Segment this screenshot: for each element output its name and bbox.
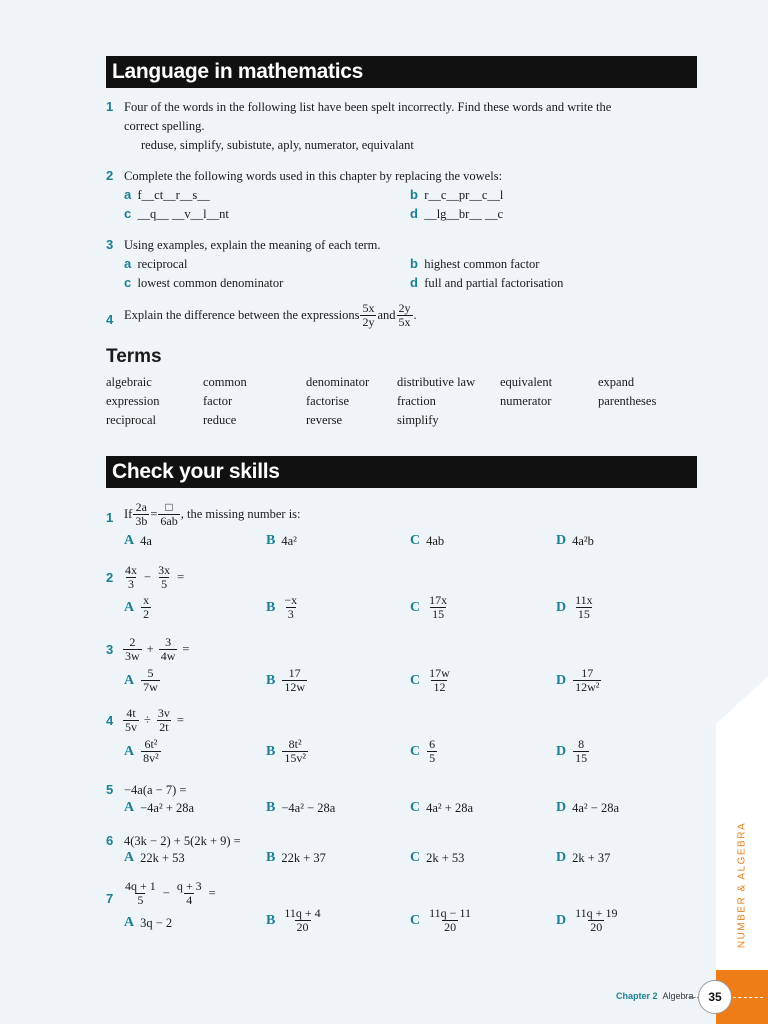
option-fraction [141, 594, 151, 621]
footer-chapter-number: Chapter 2 [616, 991, 658, 1001]
option-value: 4a [140, 533, 152, 548]
option-value: −4a² + 28a [140, 800, 195, 815]
side-tab-corner [716, 676, 768, 724]
option-numerator: 6 [429, 737, 436, 751]
q4-text: Explain the difference between the expressions [124, 308, 360, 322]
option-denominator: 7w [143, 680, 158, 694]
option-numerator: 11q + 4 [284, 906, 321, 920]
option-letter-a: A [124, 800, 135, 815]
q2-b-text: r__c__pr__c__l [424, 188, 504, 202]
option-denominator: 20 [296, 920, 309, 934]
option-letter-c: C [410, 800, 421, 815]
q2-part-a: a f__ct__r__s__ [124, 187, 210, 202]
s1-number: 1 [106, 510, 114, 525]
term-word: simplify [397, 413, 439, 427]
option-value: 4a² [281, 533, 297, 548]
option-letter-d: D [556, 912, 567, 928]
answer-option [410, 533, 444, 549]
option-fraction [282, 667, 307, 694]
s7-bn: q + 3 [176, 879, 202, 893]
option-fraction [141, 738, 161, 765]
option-letter-b: B [266, 800, 276, 815]
footer-chapter [616, 991, 694, 1001]
q3-part-b: b highest common factor [410, 256, 540, 271]
answer-option [124, 533, 152, 549]
s3-frac-b [159, 636, 178, 663]
term-word: numerator [500, 394, 552, 408]
q3-part-d: d full and partial factorisation [410, 275, 564, 290]
s4-ad: 5v [125, 720, 137, 734]
answer-option [410, 907, 474, 934]
option-denominator: 12w [284, 680, 306, 694]
term-word: factorise [306, 394, 350, 408]
s7-frac-a [123, 880, 158, 907]
option-numerator: 17 [288, 666, 301, 680]
answer-option [556, 850, 610, 866]
answer-option [266, 533, 297, 549]
answer-option [556, 594, 596, 621]
q3-c-text: lowest common denominator [137, 276, 284, 290]
s3-ad: 3w [125, 649, 140, 663]
q4-and: and [377, 308, 396, 322]
option-letter-a: A [124, 599, 135, 615]
q1-text-cont: correct spelling. [124, 119, 205, 133]
option-numerator: 6t² [144, 737, 158, 751]
option-fraction [427, 667, 452, 694]
q4-end: . [413, 308, 417, 322]
option-denominator: 3 [287, 607, 294, 621]
answer-option [124, 800, 194, 816]
answer-option [266, 667, 308, 694]
option-denominator: 12 [433, 680, 446, 694]
term-word: distributive law [397, 375, 476, 389]
s2-expression [122, 564, 184, 591]
s6-number: 6 [106, 833, 114, 848]
answer-option [124, 850, 185, 866]
option-denominator: 15 [432, 607, 445, 621]
s2-ad: 3 [128, 577, 134, 591]
s1-tail: , the missing number is: [180, 507, 301, 521]
option-denominator: 20 [444, 920, 457, 934]
answer-option [410, 667, 453, 694]
s7-ad: 5 [137, 893, 144, 907]
term-word: denominator [306, 375, 370, 389]
s7-frac-b [175, 880, 204, 907]
option-letter-c: C [410, 599, 421, 615]
s7-eq: = [208, 886, 216, 900]
s1-box: □ [165, 500, 173, 514]
s2-op: − [144, 570, 152, 584]
s1-eq: = [150, 507, 158, 521]
s1-rd: 6ab [160, 514, 178, 528]
option-value: 2k + 37 [572, 850, 611, 865]
option-denominator: 15v² [284, 751, 306, 765]
s2-eq: = [177, 570, 185, 584]
answer-option [410, 738, 438, 765]
answer-option [556, 667, 602, 694]
option-denominator: 12w² [575, 680, 600, 694]
footer-topic: Algebra [662, 991, 694, 1001]
terms-heading: Terms [106, 346, 162, 367]
option-numerator: 8 [578, 737, 585, 751]
term-word: reciprocal [106, 413, 156, 427]
option-fraction [573, 667, 601, 694]
s4-expression [122, 707, 184, 734]
q2-text: Complete the following words used in this chapter by replacing the vowels: [124, 169, 503, 183]
option-numerator: 5 [147, 666, 154, 680]
footer-dash-right [733, 997, 763, 998]
page-number: 35 [698, 980, 732, 1014]
strand-label: NUMBER & ALGEBRA [736, 821, 748, 949]
option-fraction [141, 667, 160, 694]
answer-option [556, 907, 620, 934]
s7-an: 4q + 1 [125, 879, 156, 893]
answer-option [410, 850, 464, 866]
q4-f2-den: 5x [398, 315, 411, 329]
q3-d-text: full and partial factorisation [424, 276, 564, 290]
option-letter-d: D [556, 599, 567, 615]
option-numerator: 11q + 19 [575, 906, 618, 920]
option-value: 22k + 53 [140, 850, 185, 865]
s1-left-fraction [133, 501, 149, 528]
option-value: 22k + 37 [281, 850, 326, 865]
option-numerator: 11x [575, 593, 593, 607]
option-letter-c: C [410, 912, 421, 928]
q1-number: 1 [106, 99, 114, 114]
language-heading: Language in mathematics [106, 56, 697, 88]
answer-option [410, 594, 450, 621]
answer-option [124, 915, 172, 931]
answer-option [124, 594, 152, 621]
q2-part-c: c __q__ __v__l__nt [124, 206, 229, 221]
s3-bn: 3 [165, 635, 172, 649]
option-fraction [573, 738, 589, 765]
s3-number: 3 [106, 642, 114, 657]
s4-number: 4 [106, 713, 114, 728]
q4-fraction-1 [360, 302, 376, 329]
option-letter-a: A [124, 533, 135, 548]
option-value: 2k + 53 [426, 850, 465, 865]
option-fraction [573, 594, 595, 621]
q3-text: Using examples, explain the meaning of each term. [124, 238, 381, 252]
q2-c-text: __q__ __v__l__nt [137, 207, 229, 221]
term-word: equivalent [500, 375, 553, 389]
option-value: 4a² + 28a [426, 800, 474, 815]
option-denominator: 8v² [143, 751, 159, 765]
s2-frac-b [156, 564, 172, 591]
option-numerator: 8t² [288, 737, 302, 751]
option-letter-b: B [266, 599, 276, 615]
option-letter-c: C [410, 533, 421, 548]
q4-line [124, 302, 417, 329]
s4-frac-b [156, 707, 172, 734]
s4-frac-a [123, 707, 139, 734]
option-fraction [427, 594, 449, 621]
term-word: expand [598, 375, 635, 389]
q3-a-text: reciprocal [137, 257, 188, 271]
option-letter-a: A [124, 672, 135, 688]
q3-b-text: highest common factor [424, 257, 540, 271]
term-word: algebraic [106, 375, 152, 389]
option-value: 3q − 2 [140, 915, 173, 930]
s4-an: 4t [126, 706, 136, 720]
s3-frac-a [123, 636, 142, 663]
q4-number: 4 [106, 312, 114, 327]
option-fraction [282, 738, 308, 765]
term-word: factor [203, 394, 233, 408]
option-numerator: −x [284, 593, 298, 607]
answer-option [266, 907, 324, 934]
option-fraction [282, 907, 322, 934]
option-numerator: 17x [429, 593, 448, 607]
q2-part-b: b r__c__pr__c__l [410, 187, 504, 202]
option-fraction [427, 907, 473, 934]
answer-option [556, 800, 619, 816]
term-word: parentheses [598, 394, 657, 408]
answer-option [124, 738, 162, 765]
answer-option [410, 800, 473, 816]
s3-expression [122, 636, 189, 663]
s1-ld: 3b [135, 514, 148, 528]
option-value: 4a²b [572, 533, 594, 548]
q1-text: Four of the words in the following list have been spelt incorrectly. Find these words and write the [124, 100, 612, 114]
option-letter-d: D [556, 743, 567, 759]
skills-heading: Check your skills [106, 456, 697, 488]
s4-bn: 3v [157, 706, 170, 720]
s5-expression: −4a(a − 7) = [124, 783, 187, 797]
answer-option [266, 594, 300, 621]
option-numerator: 17w [429, 666, 450, 680]
term-word: fraction [397, 394, 436, 408]
q2-part-d: d __lg__br__ __c [410, 206, 504, 221]
s7-expression [122, 880, 216, 907]
option-denominator: 5 [429, 751, 436, 765]
q4-fraction-2 [397, 302, 413, 329]
option-letter-c: C [410, 672, 421, 688]
s3-an: 2 [129, 635, 136, 649]
q2-a-text: f__ct__r__s__ [137, 188, 210, 202]
s7-bd: 4 [186, 893, 193, 907]
s2-frac-a [123, 564, 139, 591]
option-letter-a: A [124, 743, 135, 759]
option-denominator: 20 [590, 920, 603, 934]
option-letter-a: A [124, 915, 135, 930]
answer-option [266, 738, 309, 765]
answer-option [124, 667, 161, 694]
s2-bn: 3x [158, 563, 171, 577]
term-word: reduce [203, 413, 237, 427]
s3-bd: 4w [160, 649, 176, 663]
answer-option [266, 850, 326, 866]
option-letter-d: D [556, 800, 567, 815]
option-letter-b: B [266, 672, 276, 688]
option-letter-b: B [266, 533, 276, 548]
q2-number: 2 [106, 168, 114, 183]
s1-right-fraction [158, 501, 179, 528]
q4-f1-num: 5x [362, 301, 375, 315]
s4-eq: = [176, 713, 184, 727]
option-letter-d: D [556, 672, 567, 688]
answer-option [556, 533, 594, 549]
term-word: expression [106, 394, 160, 408]
option-value: −4a² − 28a [281, 800, 336, 815]
option-numerator: x [143, 593, 150, 607]
answer-option [556, 738, 590, 765]
s2-bd: 5 [161, 577, 168, 591]
s1-question [124, 501, 301, 528]
s4-bd: 2t [159, 720, 169, 734]
s5-number: 5 [106, 782, 114, 797]
option-numerator: 11q − 11 [429, 906, 472, 920]
s7-number: 7 [106, 891, 114, 906]
q3-number: 3 [106, 237, 114, 252]
s4-op: ÷ [144, 713, 151, 727]
q3-part-a: a reciprocal [124, 256, 188, 271]
term-word: common [203, 375, 247, 389]
option-letter-d: D [556, 850, 567, 865]
s2-an: 4x [125, 563, 137, 577]
q2-d-text: __lg__br__ __c [424, 207, 504, 221]
option-fraction [573, 907, 619, 934]
option-value: 4a² − 28a [572, 800, 620, 815]
option-denominator: 2 [143, 607, 150, 621]
q1-word-list: reduse, simplify, subistute, aply, numerator, equivalant [141, 138, 414, 152]
s6-expression: 4(3k − 2) + 5(2k + 9) = [124, 834, 241, 848]
option-letter-b: B [266, 912, 276, 928]
option-letter-b: B [266, 743, 276, 759]
option-numerator: 17 [581, 666, 594, 680]
s7-op: − [162, 886, 170, 900]
option-letter-a: A [124, 850, 135, 865]
option-fraction [427, 738, 437, 765]
q3-part-c: c lowest common denominator [124, 275, 284, 290]
option-value: 4ab [426, 533, 445, 548]
term-word: reverse [306, 413, 343, 427]
option-denominator: 15 [577, 607, 590, 621]
option-denominator: 15 [575, 751, 588, 765]
option-letter-c: C [410, 743, 421, 759]
q4-f1-den: 2y [362, 315, 375, 329]
option-fraction [282, 594, 299, 621]
s3-eq: = [182, 642, 190, 656]
s1-ln: 2a [135, 500, 147, 514]
s3-op: + [146, 642, 154, 656]
s2-number: 2 [106, 570, 114, 585]
q4-f2-num: 2y [398, 301, 411, 315]
option-letter-d: D [556, 533, 567, 548]
option-letter-c: C [410, 850, 421, 865]
answer-option [266, 800, 335, 816]
option-letter-b: B [266, 850, 276, 865]
s1-if: If [124, 507, 133, 521]
